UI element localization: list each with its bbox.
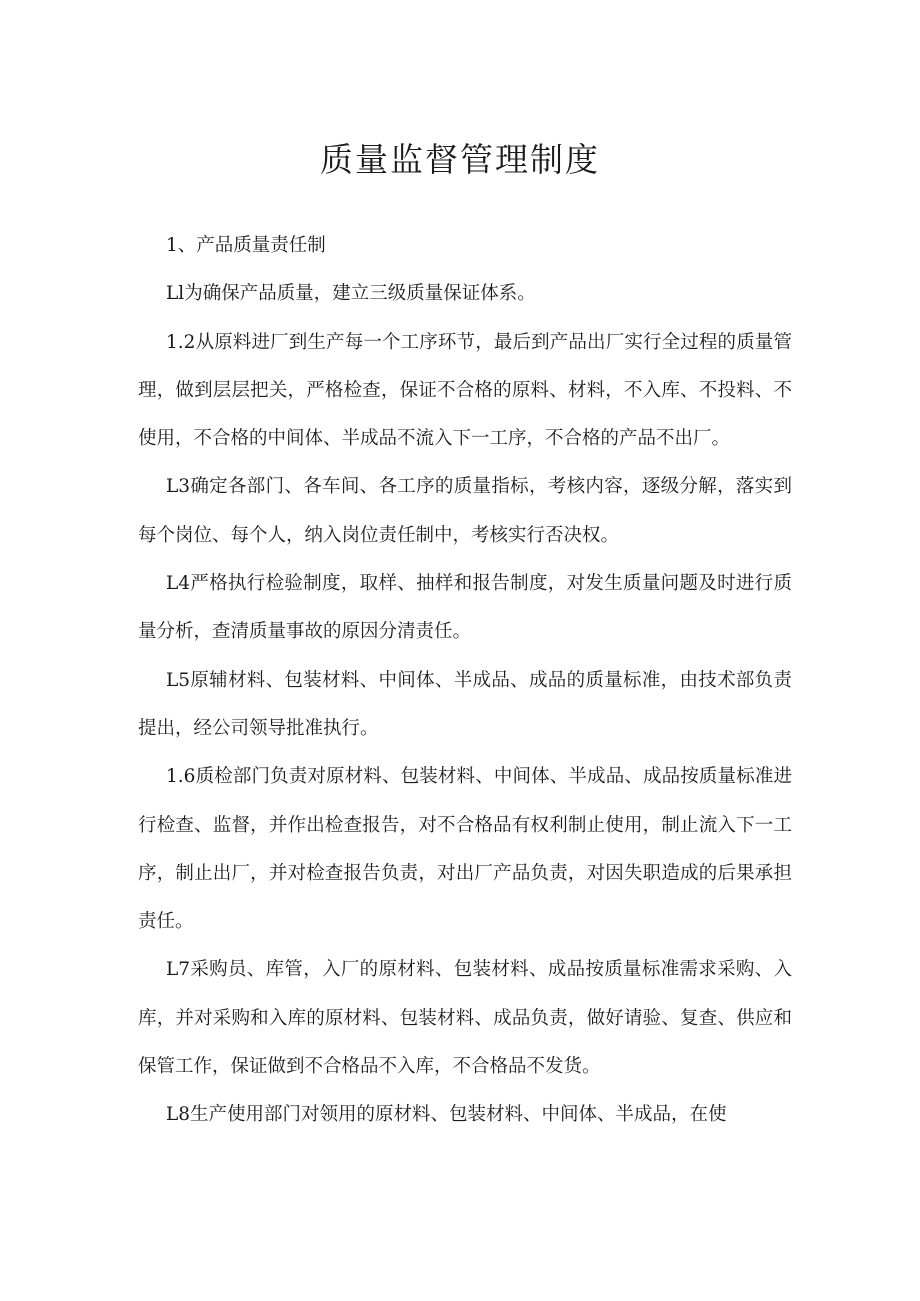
paragraph-1-1: Ll为确保产品质量，建立三级质量保证体系。	[166, 283, 536, 305]
paragraph-1-2: 1.2从原料进厂到生产每一个工序环节，最后到产品出厂实行全过程的质量管理，做到层层把关，严格检查，保证不合格的原料、材料，不入库、不投料、不使用，不合格的中间体、半成品不流入下一工序，不合格的产品不出厂。	[138, 331, 792, 450]
document-body	[138, 222, 792, 1140]
paragraph-1-5: L5原辅材料、包装材料、中间体、半成品、成品的质量标准，由技术部负责提出，经公司领导批准执行。	[138, 669, 792, 739]
paragraph-1-4: L4严格执行检验制度，取样、抽样和报告制度，对发生质量问题及时进行质量分析，查清质量事故的原因分清责任。	[138, 573, 792, 643]
paragraph-1-6: 1.6质检部门负责对原材料、包装材料、中间体、半成品、成品按质量标准进行检查、监督，并作出检查报告，对不合格品有权利制止使用，制止流入下一工序，制止出厂，并对检查报告负责，对出厂产品负责，对因失职造成的后果承担责任。	[138, 766, 792, 933]
section-heading-1: 1、产品质量责任制	[166, 235, 326, 256]
document-title: 质量监督管理制度	[320, 140, 600, 179]
paragraph-1-7: L7采购员、库管，入厂的原材料、包装材料、成品按质量标准需求采购、入库，并对采购和入库的原材料、包装材料、成品负责，做好请验、复查、供应和保管工作，保证做到不合格品不入库，不合格品不发货。	[138, 959, 792, 1078]
paragraph-1-8: L8生产使用部门对领用的原材料、包装材料、中间体、半成品，在使	[166, 1104, 727, 1126]
paragraph-1-3: L3确定各部门、各车间、各工序的质量指标，考核内容，逐级分解，落实到每个岗位、每个人，纳入岗位责任制中，考核实行否决权。	[138, 476, 792, 546]
